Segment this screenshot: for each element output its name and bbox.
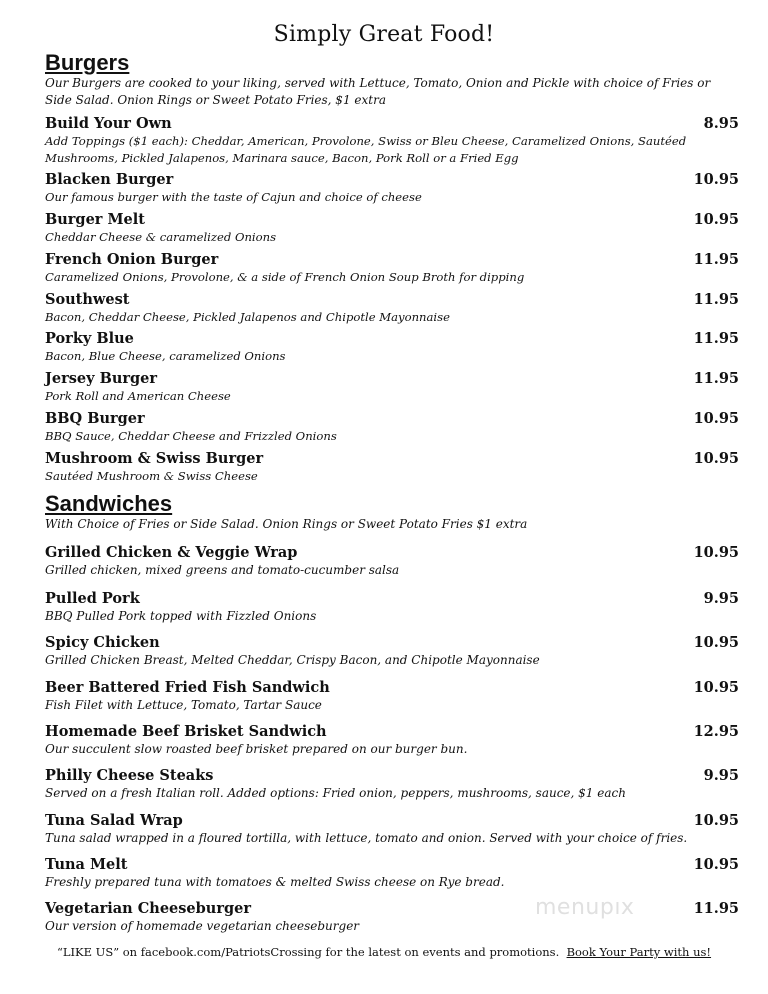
item-price: 12.95 (693, 723, 739, 740)
item-description: Freshly prepared tuna with tomatoes & melted Swiss cheese on Rye bread. (45, 875, 505, 889)
sandwiches-heading: Sandwiches (45, 491, 173, 516)
item-name: Build Your Own (45, 115, 172, 132)
item-price: 9.95 (703, 767, 739, 784)
burgers-heading: Burgers (45, 50, 130, 75)
item-description: Add Toppings ($1 each): Cheddar, American, Provolone, Swiss or Bleu Cheese, Caramelized Onions, Sautéed Mushrooms, Pickled Jalapenos, Marinara sauce, Bacon, Pork Roll or a Fried Egg (45, 134, 687, 165)
menu-item (45, 329, 739, 365)
item-name: Spicy Chicken (45, 634, 160, 651)
item-description: Tuna salad wrapped in a floured tortilla, with lettuce, tomato and onion. Served with your choice of fries. (45, 831, 688, 845)
item-name: Southwest (45, 291, 130, 308)
menu-item (45, 409, 739, 445)
item-price: 11.95 (693, 330, 739, 347)
item-price: 10.95 (693, 410, 739, 427)
item-name: French Onion Burger (45, 251, 219, 268)
item-name: Vegetarian Cheeseburger (45, 900, 251, 917)
item-price: 10.95 (693, 450, 739, 467)
item-name: Blacken Burger (45, 171, 174, 188)
menu-item (45, 543, 739, 579)
footer-facebook-note: “LIKE US” on facebook.com/PatriotsCrossing for the latest on events and promotions. (56, 945, 560, 959)
item-price: 11.95 (693, 900, 739, 917)
item-price: 11.95 (693, 251, 739, 268)
item-price: 10.95 (693, 634, 739, 651)
item-description: Sautéed Mushroom & Swiss Cheese (45, 469, 258, 483)
menu-item (45, 114, 739, 167)
menu-item (45, 899, 739, 935)
watermark: menupıx (535, 895, 635, 920)
item-price: 10.95 (693, 171, 739, 188)
item-price: 8.95 (703, 115, 739, 132)
menu-item (45, 449, 739, 485)
menu-item (45, 210, 739, 246)
item-description: BBQ Sauce, Cheddar Cheese and Frizzled Onions (45, 429, 337, 443)
item-name: Mushroom & Swiss Burger (45, 450, 264, 467)
item-price: 10.95 (693, 856, 739, 873)
item-description: Caramelized Onions, Provolone, & a side of French Onion Soup Broth for dipping (45, 270, 525, 284)
item-price: 10.95 (693, 211, 739, 228)
menu-item (45, 589, 739, 625)
item-name: Beer Battered Fried Fish Sandwich (45, 679, 330, 696)
item-name: Jersey Burger (45, 370, 158, 387)
item-price: 9.95 (703, 590, 739, 607)
item-name: Philly Cheese Steaks (45, 767, 214, 784)
footer (0, 945, 768, 959)
item-name: Tuna Melt (45, 856, 128, 873)
burgers-description: Our Burgers are cooked to your liking, served with Lettuce, Tomato, Onion and Pickle with choice of Fries or Side Salad. Onion Rings or Sweet Potato Fries, $1 extra (45, 76, 711, 107)
item-description: Fish Filet with Lettuce, Tomato, Tartar Sauce (45, 698, 322, 712)
menu-item (45, 766, 739, 802)
item-description: Our famous burger with the taste of Cajun and choice of cheese (45, 190, 422, 204)
menu-item (45, 722, 739, 758)
item-price: 11.95 (693, 370, 739, 387)
item-description: Bacon, Cheddar Cheese, Pickled Jalapenos and Chipotle Mayonnaise (45, 310, 450, 324)
menu-title: Simply Great Food! (273, 22, 495, 47)
menu-item (45, 855, 739, 891)
item-price: 10.95 (693, 679, 739, 696)
item-name: Grilled Chicken & Veggie Wrap (45, 544, 298, 561)
item-name: BBQ Burger (45, 410, 145, 427)
menu-item (45, 250, 739, 286)
sandwiches-description: With Choice of Fries or Side Salad. Onion Rings or Sweet Potato Fries $1 extra (45, 517, 528, 531)
item-description: Our version of homemade vegetarian cheeseburger (45, 919, 360, 933)
item-description: BBQ Pulled Pork topped with Fizzled Onions (45, 609, 317, 623)
item-price: 10.95 (693, 812, 739, 829)
book-party-link[interactable]: Book Your Party with us! (566, 945, 712, 959)
item-description: Grilled Chicken Breast, Melted Cheddar, Crispy Bacon, and Chipotle Mayonnaise (45, 653, 540, 667)
item-name: Homemade Beef Brisket Sandwich (45, 723, 327, 740)
item-price: 10.95 (693, 544, 739, 561)
item-description: Our succulent slow roasted beef brisket prepared on our burger bun. (45, 742, 468, 756)
item-description: Served on a fresh Italian roll. Added options: Fried onion, peppers, mushrooms, sauce, $1 each (45, 786, 626, 800)
item-name: Tuna Salad Wrap (45, 812, 183, 829)
menu-item (45, 369, 739, 405)
item-name: Burger Melt (45, 211, 145, 228)
item-description: Bacon, Blue Cheese, caramelized Onions (45, 349, 286, 363)
item-description: Cheddar Cheese & caramelized Onions (45, 230, 277, 244)
item-name: Pulled Pork (45, 590, 140, 607)
item-name: Porky Blue (45, 330, 134, 347)
menu-item (45, 678, 739, 714)
menu-item (45, 170, 739, 206)
menu-item (45, 633, 739, 669)
item-description: Grilled chicken, mixed greens and tomato-cucumber salsa (45, 563, 400, 577)
menu-item (45, 811, 739, 847)
item-description: Pork Roll and American Cheese (45, 389, 231, 403)
menu-item (45, 290, 739, 326)
item-price: 11.95 (693, 291, 739, 308)
